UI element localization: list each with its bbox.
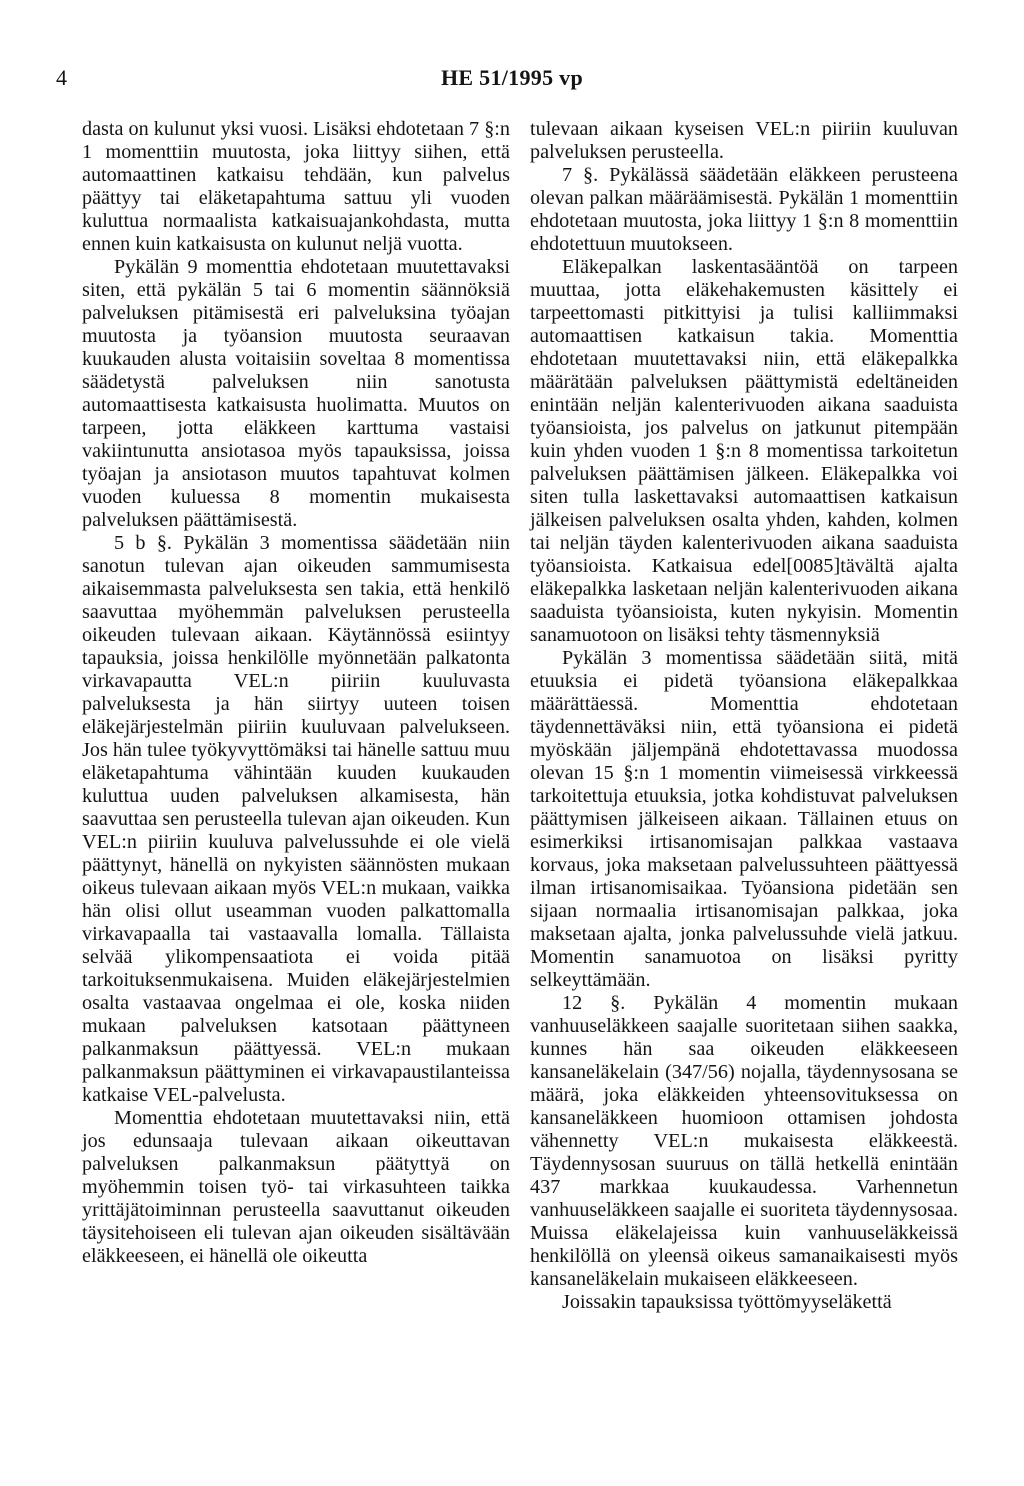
page-number: 4 — [56, 65, 67, 90]
right-paragraph-5: 12 §. Pykälän 4 momentin mukaan vanhuuseläkkeen saajalle suoritetaan siihen saakka, kunnes hän saa oikeuden eläkkeeseen kansaneläkelain (347/56) nojalla, täydennysosana se määrä, joka eläkkeiden yhteensovituksessa on kansaneläkkeen huomioon ottamisen johdosta vähennetty VEL:n mukaisesta eläkkeestä. Täydennysosan suuruus on tällä hetkellä enintään 437 markkaa kuukaudessa. Varhennetun vanhuuseläkkeen saajalle ei suoriteta täydennysosaa. Muissa eläkelajeissa kuin vanhuuseläkkeissä henkilöllä on yleensä oikeus samanaikaisesti myös kansaneläkelain mukaiseen eläkkeeseen. — [530, 992, 958, 1290]
left-column — [82, 118, 510, 1268]
right-paragraph-4: Pykälän 3 momentissa säädetään siitä, mitä etuuksia ei pidetä työansiona eläkepalkkaa määrättäessä. Momenttia ehdotetaan täydennettäväksi niin, että työansiona ei pidetä myöskään jäljempänä ehdotettavassa muodossa olevan 15 §:n 1 momentin viimeisessä virkkeessä tarkoitettuja etuuksia, jotka kohdistuvat palveluksen päättymisen jälkeiseen aikaan. Tällainen etuus on esimerkiksi irtisanomisajan palkkaa vastaava korvaus, joka maksetaan palvelussuhteen päättyessä ilman irtisanomisaikaa. Työansiona pidetään sen sijaan normaalia irtisanomisajan palkkaa, joka maksetaan ajalta, jonka palvelussuhde vielä jatkuu. Momentin sanamuotoa on lisäksi pyritty selkeyttämään. — [530, 647, 958, 991]
right-paragraph-2: 7 §. Pykälässä säädetään eläkkeen perusteena olevan palkan määräämisestä. Pykälän 1 momenttiin ehdotetaan muutosta, joka liittyy 1 §:n 8 momenttiin ehdotettuun muutokseen. — [530, 164, 958, 255]
left-paragraph-3: 5 b §. Pykälän 3 momentissa säädetään niin sanotun tulevan ajan oikeuden sammumisesta aikaisemmasta palveluksesta sen takia, että henkilö saavuttaa myöhemmän palveluksen perusteella oikeuden tulevaan aikaan. Käytännössä esiintyy tapauksia, joissa henkilölle myönnetään palkatonta virkavapautta VEL:n piiriin kuuluvasta palveluksesta ja hän siirtyy uuteen toisen eläkejärjestelmän piiriin kuuluvaan palvelukseen. Jos hän tulee työkyvyttömäksi tai hänelle sattuu muu eläketapahtuma vähintään kuuden kuukauden kuluttua uuden palveluksen alkamisesta, hän saavuttaa sen perusteella tulevan ajan oikeuden. Kun VEL:n piiriin kuuluva palvelussuhde ei ole vielä päättynyt, hänellä on nykyisten säännösten mukaan oikeus tulevaan aikaan myös VEL:n mukaan, vaikka hän olisi ollut useamman vuoden palkattomalla virkavapaalla tai vastaavalla lomalla. Tällaista selvää ylikompensaatiota ei voida pitää tarkoituksenmukaisena. Muiden eläkejärjestelmien osalta vastaavaa ongelmaa ei ole, koska niiden mukaan palveluksen katsotaan päättyneen palkanmaksun päättyessä. VEL:n mukaan palkanmaksun päättyminen ei virkavapaustilanteissa katkaise VEL-palvelusta. — [82, 532, 510, 1106]
right-column — [530, 118, 958, 1314]
left-paragraph-4: Momenttia ehdotetaan muutettavaksi niin, että jos edunsaaja tulevaan aikaan oikeuttavan palveluksen palkanmaksun päätyttyä on myöhemmin toisen työ- tai virkasuhteen taikka yrittäjätoiminnan perusteella saavuttanut oikeuden täysitehoiseen eli tulevan ajan oikeuden sisältävään eläkkeeseen, ei hänellä ole oikeutta — [82, 1107, 510, 1267]
left-paragraph-1: dasta on kulunut yksi vuosi. Lisäksi ehdotetaan 7 §:n 1 momenttiin muutosta, joka liittyy siihen, että automaattinen katkaisu tehdään, kun palvelus päättyy tai eläketapahtuma sattuu yli vuoden kuluttua normaalista katkaisuajankohdasta, mutta ennen kuin katkaisusta on kulunut neljä vuotta. — [82, 118, 510, 255]
right-paragraph-3: Eläkepalkan laskentasääntöä on tarpeen muuttaa, jotta eläkehakemusten käsittely ei tarpeettomasti pitkittyisi ja tulisi kalliimmaksi automaattisen katkaisun takia. Momenttia ehdotetaan muutettavaksi niin, että eläkepalkka määrätään palveluksen päättymistä edeltäneiden enintään neljän kalenterivuoden aikana saaduista työansioista, jos palvelus on jatkunut pitempään kuin yhden vuoden 1 §:n 8 momentissa tarkoitetun palveluksen päättämisen jälkeen. Eläkepalkka voi siten tulla laskettavaksi automaattisen katkaisun jälkeisen palveluksen osalta yhden, kahden, kolmen tai neljän täyden kalenterivuoden aikana saaduista työansioista. Katkaisua edel[0085]tävältä ajalta eläkepalkka lasketaan neljän kalenterivuoden aikana saaduista työansioista, kuten nykyisin. Momentin sanamuotoon on lisäksi tehty täsmennyksiä — [530, 256, 958, 646]
right-paragraph-1: tulevaan aikaan kyseisen VEL:n piiriin kuuluvan palveluksen perusteella. — [530, 118, 958, 163]
right-paragraph-6: Joissakin tapauksissa työttömyyseläkettä — [562, 1291, 892, 1313]
running-head: HE 51/1995 vp — [440, 65, 584, 90]
left-paragraph-2: Pykälän 9 momenttia ehdotetaan muutettavaksi siten, että pykälän 5 tai 6 momentin säännöksiä palveluksen pitämisestä eri palveluksina työajan muutosta ja työansion muutosta seuraavan kuukauden alusta voitaisiin soveltaa 8 momentissa säädetystä palveluksen niin sanotusta automaattisesta katkaisusta huolimatta. Muutos on tarpeen, jotta eläkkeen karttuma vastaisi vakiintunutta ansiotasoa myös tapauksissa, joissa työajan ja ansiotason muutos tapahtuvat kolmen vuoden kuluessa 8 momentin mukaisesta palveluksen päättämisestä. — [82, 256, 510, 531]
